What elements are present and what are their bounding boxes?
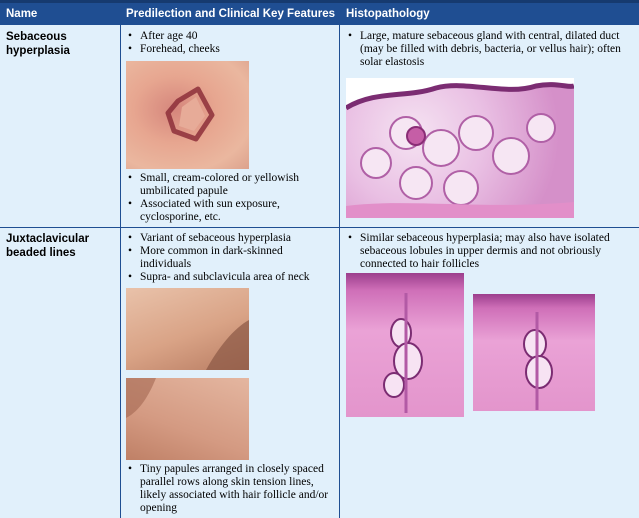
histology-image xyxy=(473,294,595,411)
histology-illustration xyxy=(473,294,595,411)
list-item: • Supra- and subclavicula area of neck xyxy=(126,271,334,284)
histopathology-list xyxy=(346,232,634,271)
skin-illustration xyxy=(126,378,249,460)
features-list xyxy=(126,463,334,515)
list-item: • More common in dark-skinned individuals xyxy=(126,245,334,271)
list-item: • Tiny papules arranged in closely spaced parallel rows along skin tension lines, likely associated with hair follicle and/or opening xyxy=(126,463,334,515)
list-item: • Associated with sun exposure, cyclosporine, etc. xyxy=(126,198,334,224)
list-item: • After age 40 xyxy=(126,30,334,43)
row-name-juxtaclavicular-beaded-lines: Juxtaclavicular beaded lines xyxy=(6,233,90,259)
list-item: • Variant of sebaceous hyperplasia xyxy=(126,232,334,245)
header-features: Predilection and Clinical Key Features xyxy=(126,8,335,20)
clinical-photo xyxy=(126,61,249,169)
histology-image xyxy=(346,273,464,417)
clinical-photo-clavicle xyxy=(126,378,249,460)
lesion-illustration xyxy=(126,61,249,169)
header-histopathology: Histopathology xyxy=(346,8,430,20)
histology-illustration xyxy=(346,273,464,417)
clinical-photo-neck xyxy=(126,288,249,370)
header-name: Name xyxy=(6,8,38,20)
features-list xyxy=(126,232,334,284)
table-header xyxy=(0,0,639,25)
row-divider xyxy=(0,227,639,228)
row-name-sebaceous-hyperplasia: Sebaceous hyperplasia xyxy=(6,31,70,57)
column-divider xyxy=(120,25,121,518)
histology-illustration xyxy=(346,78,574,218)
column-divider xyxy=(339,25,340,518)
list-item: • Forehead, cheeks xyxy=(126,43,334,56)
features-list xyxy=(126,30,334,56)
histology-image xyxy=(346,78,574,218)
list-item: • Similar sebaceous hyperplasia; may also have isolated sebaceous lobules in upper dermis and not obriously connected to hair follicles xyxy=(346,232,634,271)
list-item: • Large, mature sebaceous gland with central, dilated duct (may be filled with debris, bacteria, or vellus hair); often solar elastosis xyxy=(346,30,634,69)
skin-illustration xyxy=(126,288,249,370)
list-item: • Small, cream-colored or yellowish umbilicated papule xyxy=(126,172,334,198)
features-list xyxy=(126,172,334,224)
histopathology-list xyxy=(346,30,634,69)
